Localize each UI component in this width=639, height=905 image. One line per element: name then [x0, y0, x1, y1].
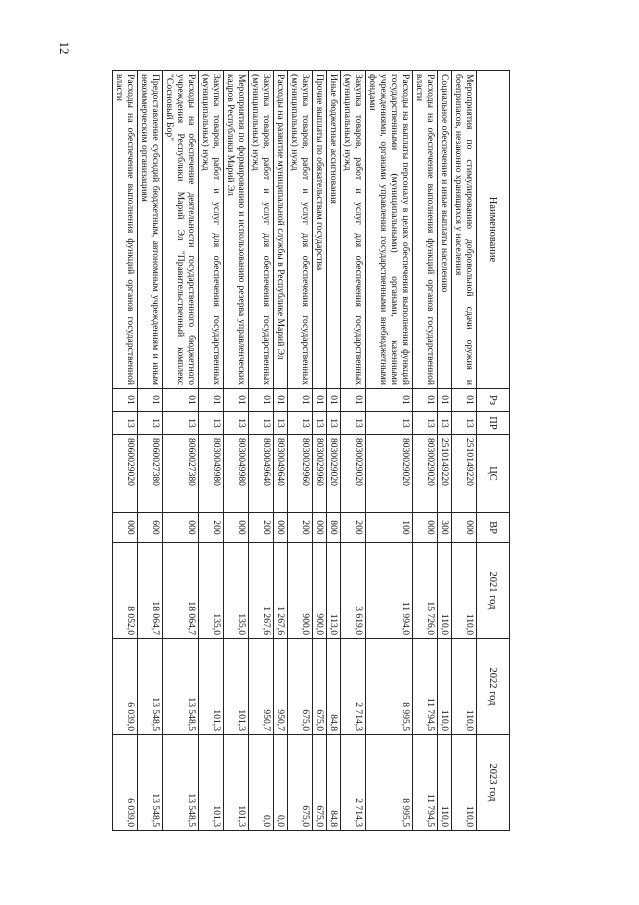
cell-rz: 01 — [366, 389, 413, 412]
cell-rz: 01 — [138, 389, 163, 412]
cell-2022: 110,0 — [438, 639, 452, 735]
cell-name: Закупка товаров, работ и услуг для обеспечения государственных (муниципальных) нужд — [288, 71, 313, 389]
cell-vr: 000 — [452, 513, 477, 543]
cell-2023: 11 794,5 — [413, 735, 438, 831]
table-row — [366, 71, 413, 831]
cell-2023: 6 039,0 — [113, 735, 138, 831]
table-row — [288, 71, 313, 831]
cell-name: Расходы на выплаты персоналу в целях обеспечения выполнения функций государственными (муниципальными) органами, казенными учреждениями, органами управления государственными внебюджетными фондами — [366, 71, 413, 389]
cell-cs: 8030029020 — [366, 435, 413, 513]
table-row — [452, 71, 477, 831]
cell-rz: 01 — [452, 389, 477, 412]
cell-vr: 000 — [313, 513, 327, 543]
cell-2023: 13 548,5 — [138, 735, 163, 831]
cell-cs: 8060027380 — [163, 435, 199, 513]
cell-pr: 13 — [224, 412, 249, 435]
cell-rz: 01 — [438, 389, 452, 412]
cell-pr: 13 — [327, 412, 341, 435]
cell-pr: 13 — [199, 412, 224, 435]
cell-2022: 950,7 — [249, 639, 274, 735]
cell-vr: 000 — [163, 513, 199, 543]
cell-2023: 110,0 — [438, 735, 452, 831]
cell-vr: 000 — [274, 513, 288, 543]
cell-name: Закупка товаров, работ и услуг для обеспечения государственных (муниципальных) нужд — [341, 71, 366, 389]
table-row — [224, 71, 249, 831]
cell-vr: 000 — [224, 513, 249, 543]
cell-pr: 13 — [113, 412, 138, 435]
cell-cs: 8030029960 — [288, 435, 313, 513]
table-row — [274, 71, 288, 831]
cell-pr: 13 — [438, 412, 452, 435]
cell-name: Социальное обеспечение и иные выплаты населению — [438, 71, 452, 389]
cell-pr: 13 — [274, 412, 288, 435]
cell-rz: 01 — [249, 389, 274, 412]
table-row — [113, 71, 138, 831]
cell-name: Предоставление субсидий бюджетным, автономным учреждениям и иным некоммерческим организациям — [138, 71, 163, 389]
cell-2022: 675,0 — [288, 639, 313, 735]
table-row — [413, 71, 438, 831]
table-row — [341, 71, 366, 831]
table-row — [313, 71, 327, 831]
cell-2022: 110,0 — [452, 639, 477, 735]
cell-name: Расходы на обеспечение деятельности государственного бюджетного учреждения Республики Марий Эл "Правительственный комплекс "Сосновый Бор" — [163, 71, 199, 389]
cell-rz: 01 — [313, 389, 327, 412]
table-header-row — [477, 71, 510, 831]
cell-rz: 01 — [341, 389, 366, 412]
cell-pr: 13 — [249, 412, 274, 435]
cell-pr: 13 — [288, 412, 313, 435]
table-body — [113, 71, 477, 831]
cell-2023: 13 548,5 — [163, 735, 199, 831]
cell-2021: 900,0 — [313, 543, 327, 639]
cell-rz: 01 — [413, 389, 438, 412]
cell-vr: 800 — [327, 513, 341, 543]
cell-rz: 01 — [199, 389, 224, 412]
cell-cs: 8030049640 — [249, 435, 274, 513]
cell-2021: 8 052,0 — [113, 543, 138, 639]
cell-cs: 8060027380 — [138, 435, 163, 513]
cell-2022: 6 039,0 — [113, 639, 138, 735]
cell-2021: 135,0 — [224, 543, 249, 639]
rotated-page-frame — [90, 70, 510, 830]
cell-rz: 01 — [163, 389, 199, 412]
cell-cs: 8030049640 — [274, 435, 288, 513]
cell-2022: 950,7 — [274, 639, 288, 735]
cell-2023: 2 714,3 — [341, 735, 366, 831]
cell-name: Закупка товаров, работ и услуг для обеспечения государственных (муниципальных) нужд — [199, 71, 224, 389]
cell-cs: 8030029020 — [341, 435, 366, 513]
cell-name: Мероприятия по стимулированию добровольной сдачи оружия и боеприпасов, незаконно хранящихся у населения — [452, 71, 477, 389]
header-2023: 2023 год — [477, 735, 510, 831]
cell-vr: 300 — [438, 513, 452, 543]
cell-2023: 8 995,5 — [366, 735, 413, 831]
header-pr: ПР — [477, 412, 510, 435]
cell-2022: 84,8 — [327, 639, 341, 735]
cell-2021: 1 267,6 — [274, 543, 288, 639]
cell-cs: 8030049980 — [199, 435, 224, 513]
cell-name: Прочие выплаты по обязательствам государства — [313, 71, 327, 389]
table-row — [163, 71, 199, 831]
budget-table-wrapper — [90, 70, 510, 830]
cell-pr: 13 — [452, 412, 477, 435]
cell-vr: 600 — [138, 513, 163, 543]
cell-2021: 110,0 — [452, 543, 477, 639]
table-row — [438, 71, 452, 831]
header-vr: ВР — [477, 513, 510, 543]
cell-vr: 200 — [341, 513, 366, 543]
header-cs: ЦС — [477, 435, 510, 513]
cell-2023: 675,0 — [313, 735, 327, 831]
cell-2021: 900,0 — [288, 543, 313, 639]
header-rz: Рз — [477, 389, 510, 412]
cell-2022: 101,3 — [199, 639, 224, 735]
cell-2022: 675,0 — [313, 639, 327, 735]
cell-rz: 01 — [288, 389, 313, 412]
cell-2021: 3 619,0 — [341, 543, 366, 639]
header-2022: 2022 год — [477, 639, 510, 735]
cell-2022: 13 548,5 — [138, 639, 163, 735]
cell-2023: 101,3 — [224, 735, 249, 831]
cell-2022: 101,3 — [224, 639, 249, 735]
cell-vr: 200 — [249, 513, 274, 543]
cell-name: Иные бюджетные ассигнования — [327, 71, 341, 389]
table-row — [249, 71, 274, 831]
cell-2021: 135,0 — [199, 543, 224, 639]
cell-2022: 2 714,3 — [341, 639, 366, 735]
cell-vr: 000 — [113, 513, 138, 543]
cell-vr: 000 — [413, 513, 438, 543]
cell-cs: 8030029020 — [413, 435, 438, 513]
cell-2023: 0,0 — [249, 735, 274, 831]
cell-2021: 110,0 — [438, 543, 452, 639]
cell-2021: 15 726,0 — [413, 543, 438, 639]
cell-name: Расходы на обеспечение выполнения функций органов государственной власти — [413, 71, 438, 389]
cell-rz: 01 — [327, 389, 341, 412]
cell-name: Расходы на обеспечение выполнения функций органов государственной власти — [113, 71, 138, 389]
cell-rz: 01 — [224, 389, 249, 412]
cell-cs: 8030029020 — [327, 435, 341, 513]
cell-cs: 2510149220 — [452, 435, 477, 513]
cell-2022: 11 794,5 — [413, 639, 438, 735]
budget-table — [112, 70, 510, 831]
cell-2021: 18 064,7 — [163, 543, 199, 639]
cell-pr: 13 — [138, 412, 163, 435]
cell-2021: 113,0 — [327, 543, 341, 639]
cell-cs: 8030049980 — [224, 435, 249, 513]
cell-vr: 200 — [199, 513, 224, 543]
cell-rz: 01 — [113, 389, 138, 412]
table-row — [199, 71, 224, 831]
cell-2021: 18 064,7 — [138, 543, 163, 639]
cell-cs: 8030029960 — [313, 435, 327, 513]
cell-name: Мероприятия по формированию и использованию резерва управленческих кадров Республики Марий Эл — [224, 71, 249, 389]
cell-2023: 84,8 — [327, 735, 341, 831]
cell-2023: 101,3 — [199, 735, 224, 831]
table-row — [138, 71, 163, 831]
cell-pr: 13 — [366, 412, 413, 435]
cell-name: Закупка товаров, работ и услуг для обеспечения государственных (муниципальных) нужд — [249, 71, 274, 389]
cell-2023: 0,0 — [274, 735, 288, 831]
cell-2023: 675,0 — [288, 735, 313, 831]
cell-cs: 2510149220 — [438, 435, 452, 513]
cell-rz: 01 — [274, 389, 288, 412]
cell-2022: 13 548,5 — [163, 639, 199, 735]
cell-pr: 13 — [313, 412, 327, 435]
cell-pr: 13 — [163, 412, 199, 435]
header-name: Наименование — [477, 71, 510, 389]
cell-2021: 1 267,6 — [249, 543, 274, 639]
cell-cs: 8060029020 — [113, 435, 138, 513]
cell-2021: 11 994,0 — [366, 543, 413, 639]
cell-2023: 110,0 — [452, 735, 477, 831]
header-2021: 2021 год — [477, 543, 510, 639]
cell-name: Расходы на развитие муниципальной службы в Республике Марий Эл — [274, 71, 288, 389]
page-number: 12 — [57, 41, 72, 55]
table-row — [327, 71, 341, 831]
cell-pr: 13 — [413, 412, 438, 435]
cell-pr: 13 — [341, 412, 366, 435]
cell-vr: 100 — [366, 513, 413, 543]
cell-2022: 8 995,5 — [366, 639, 413, 735]
cell-vr: 200 — [288, 513, 313, 543]
